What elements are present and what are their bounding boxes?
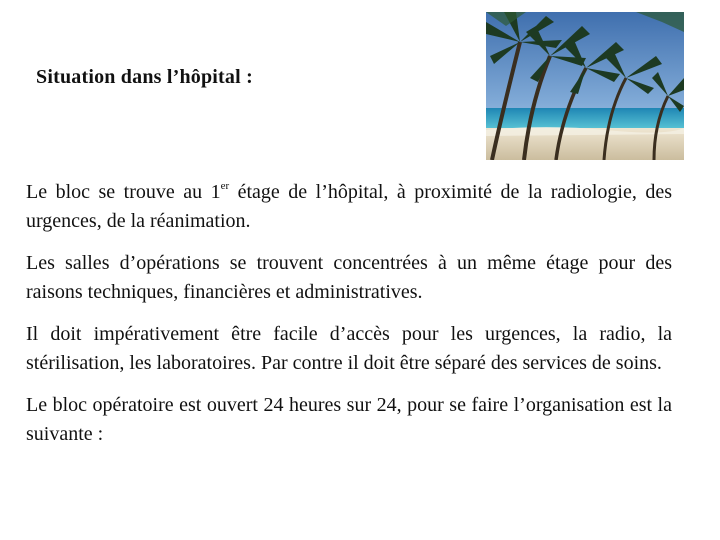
paragraph-location-end: étage de l’hôpital, à proximité de la radiologie, des urgences, de la réanimation. bbox=[26, 181, 672, 232]
paragraph-location bbox=[26, 178, 672, 236]
beach-palm-photo bbox=[486, 12, 684, 160]
paragraph-location-start: Le bloc se trouve au 1 bbox=[26, 181, 221, 203]
body-text bbox=[26, 178, 672, 462]
paragraph-opening-hours: Le bloc opératoire est ouvert 24 heures sur 24, pour se faire l’organisation est la suivante : bbox=[26, 394, 672, 445]
ordinal-superscript: er bbox=[220, 180, 230, 192]
paragraph-operating-rooms: Les salles d’opérations se trouvent concentrées à un même étage pour des raisons techniques, financières et administratives. bbox=[26, 252, 672, 303]
page-title: Situation dans l’hôpital : bbox=[36, 66, 253, 88]
paragraph-access: Il doit impérativement être facile d’accès pour les urgences, la radio, la stérilisation, les laboratoires. Par contre il doit être séparé des services de soins. bbox=[26, 323, 672, 374]
